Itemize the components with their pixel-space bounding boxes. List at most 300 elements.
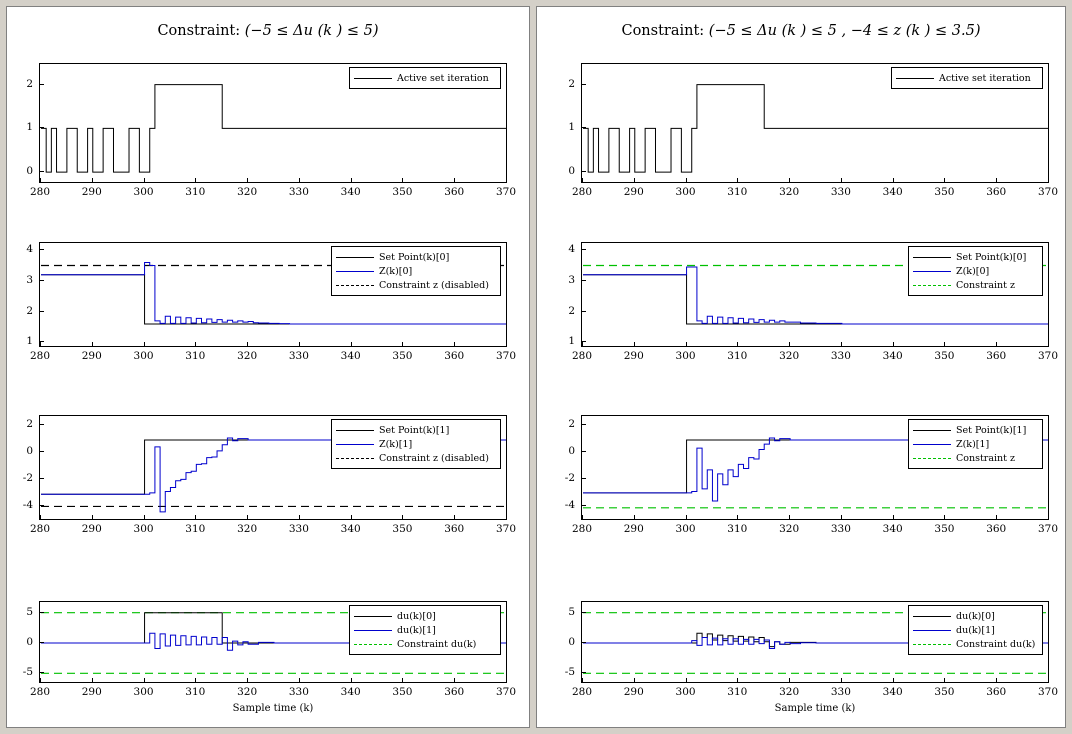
y-tick-label: 1 [568,335,575,348]
x-tick-label: 350 [392,686,413,698]
y-tickmark [40,424,44,425]
x-tickmark [454,678,455,682]
x-tickmark [737,515,738,519]
y-tick-label: 0 [568,445,575,458]
x-tickmark [40,342,41,346]
x-tickmark [634,515,635,519]
x-tickmark [351,342,352,346]
y-tick-label: -2 [564,472,575,485]
legend-entry [913,623,1038,637]
legend-line-icon [354,630,392,631]
x-tickmark [686,678,687,682]
x-tickmark [402,178,403,182]
legend-line-icon [913,430,951,431]
legend-label: Constraint du(k) [397,638,477,650]
x-tickmark [506,342,507,346]
y-tick-label: 2 [568,77,575,90]
legend-line-icon [354,78,392,79]
y-tick-label: 1 [26,121,33,134]
legend-line-icon [336,257,374,258]
y-tickmark [40,84,44,85]
x-tick-label: 330 [288,350,309,362]
x-tick-label: 300 [675,350,696,362]
y-tickmark [40,171,44,172]
y-tickmark [40,451,44,452]
x-tickmark [996,342,997,346]
x-tickmark [92,515,93,519]
x-tick-label: 310 [727,350,748,362]
y-tick-label: 1 [568,121,575,134]
chart-z0-right [568,242,1059,362]
x-tickmark [92,342,93,346]
x-tick-label: 330 [288,686,309,698]
x-tick-label: 370 [1037,186,1059,198]
y-tick-label: 4 [26,243,33,256]
x-tickmark [686,178,687,182]
x-tickmark [299,515,300,519]
x-tickmark [789,178,790,182]
legend-label: du(k)[0] [397,610,436,622]
x-tickmark [506,515,507,519]
x-tickmark [351,515,352,519]
x-tick-label: 280 [571,186,593,198]
x-tick-label: 280 [29,186,51,198]
x-tickmark [454,178,455,182]
x-tick-label: 310 [185,523,206,535]
x-tick-label: 370 [1037,523,1059,535]
x-tickmark [402,342,403,346]
x-tickmark [789,515,790,519]
legend-z0-left [331,246,501,296]
x-tickmark [634,178,635,182]
legend-label: Active set iteration [397,72,489,84]
x-tickmark [893,678,894,682]
panel-right-title [537,23,1065,39]
x-tickmark [893,515,894,519]
x-tick-label: 290 [81,186,102,198]
chart-du-right [564,601,1059,714]
x-tickmark [944,178,945,182]
x-tickmark [40,178,41,182]
legend-label: Constraint z (disabled) [379,279,489,291]
legend-line-icon [913,616,951,617]
x-tick-label: 290 [623,686,644,698]
y-tick-label: -2 [22,472,33,485]
x-tick-label: 310 [185,350,206,362]
x-tick-label: 360 [444,523,465,535]
y-tick-label: 2 [26,418,33,431]
y-tick-label: -4 [564,499,575,512]
x-tick-label: 330 [830,350,851,362]
x-tickmark [299,178,300,182]
series-Active set iteration [583,85,1049,172]
y-tickmark [582,280,586,281]
legend-label: Set Point(k)[0] [956,251,1027,263]
y-tick-label: 4 [568,243,575,256]
x-tick-label: 280 [571,686,593,698]
legend-line-icon [913,644,951,645]
x-tick-label: 330 [288,523,309,535]
legend-label: Z(k)[1] [956,438,990,450]
y-tick-label: 0 [26,165,33,178]
x-axis-label: Sample time (k) [232,703,314,714]
x-tick-label: 280 [29,523,51,535]
x-tick-label: 280 [571,350,593,362]
legend-line-icon [336,271,374,272]
x-tick-label: 300 [133,523,154,535]
y-tick-label: 2 [26,77,33,90]
chart-active-set-iteration-right [568,63,1059,198]
x-tick-label: 300 [133,686,154,698]
x-tick-label: 300 [675,523,696,535]
y-tick-label: -5 [564,666,575,679]
y-tickmark [40,478,44,479]
legend-label: Constraint z [956,279,1016,291]
x-tickmark [582,678,583,682]
y-tick-label: -4 [22,499,33,512]
x-tick-label: 320 [237,350,258,362]
x-tickmark [351,678,352,682]
x-tickmark [737,342,738,346]
legend-entry [913,278,1038,292]
x-tick-label: 280 [29,686,51,698]
x-tickmark [789,678,790,682]
y-tick-label: -5 [22,666,33,679]
x-tickmark [996,678,997,682]
x-tick-label: 330 [830,186,851,198]
legend-label: Z(k)[0] [379,265,413,277]
x-tick-label: 290 [623,350,644,362]
x-tick-label: 340 [882,523,903,535]
x-tick-label: 310 [185,186,206,198]
x-tickmark [247,342,248,346]
x-tick-label: 360 [444,686,465,698]
x-tick-label: 320 [237,686,258,698]
x-tick-label: 350 [392,350,413,362]
chart-z1-right [564,415,1059,535]
x-tickmark [841,678,842,682]
x-tick-label: 290 [81,686,102,698]
x-tick-label: 320 [779,350,800,362]
y-tick-label: 0 [26,445,33,458]
x-tickmark [582,342,583,346]
x-tick-label: 330 [830,686,851,698]
panel-left [6,6,530,728]
legend-label: Constraint z [956,452,1016,464]
y-tickmark [40,505,44,506]
chart-active-set-iteration-left [26,63,517,198]
x-tickmark [247,515,248,519]
x-tick-label: 300 [675,686,696,698]
x-tick-label: 300 [675,186,696,198]
x-tickmark [195,178,196,182]
legend-entry [913,423,1038,437]
x-tickmark [506,178,507,182]
x-tick-label: 320 [779,523,800,535]
y-tickmark [582,424,586,425]
x-tickmark [402,515,403,519]
x-tickmark [402,678,403,682]
x-tickmark [351,178,352,182]
x-tick-label: 280 [571,523,593,535]
x-tickmark [841,342,842,346]
legend-label: du(k)[1] [397,624,436,636]
legend-line-icon [354,644,392,645]
y-tickmark [582,478,586,479]
y-tick-label: 2 [568,418,575,431]
x-tick-label: 320 [779,686,800,698]
panel-right [536,6,1066,728]
x-tick-label: 280 [29,350,51,362]
panel-right-title-prefix: Constraint: [621,23,705,39]
legend-active-set-iteration-right [891,67,1043,89]
x-tickmark [299,678,300,682]
x-tickmark [92,178,93,182]
x-tick-label: 290 [81,523,102,535]
y-tickmark [40,642,44,643]
x-tick-label: 370 [1037,350,1059,362]
x-tick-label: 320 [779,186,800,198]
y-tick-label: 0 [568,165,575,178]
x-tick-label: 340 [882,186,903,198]
legend-entry [336,278,496,292]
x-tickmark [634,342,635,346]
legend-entry [336,451,496,465]
x-tick-label: 300 [133,186,154,198]
x-axis-label: Sample time (k) [774,703,856,714]
y-tick-label: 1 [26,335,33,348]
y-tickmark [582,84,586,85]
x-tickmark [789,342,790,346]
x-tick-label: 340 [340,523,361,535]
x-tick-label: 350 [392,186,413,198]
x-tick-label: 350 [934,686,955,698]
x-tickmark [582,178,583,182]
x-tick-label: 350 [392,523,413,535]
y-tickmark [40,612,44,613]
legend-label: du(k)[0] [956,610,995,622]
x-tickmark [195,515,196,519]
legend-z1-left [331,419,501,469]
x-tickmark [144,342,145,346]
x-tick-label: 310 [727,186,748,198]
x-tickmark [454,342,455,346]
x-tick-label: 360 [444,350,465,362]
x-tick-label: 310 [185,686,206,698]
x-tickmark [841,515,842,519]
legend-label: Active set iteration [939,72,1031,84]
x-tickmark [996,515,997,519]
x-tick-label: 340 [882,350,903,362]
legend-entry [336,264,496,278]
x-tick-label: 300 [133,350,154,362]
x-tick-label: 320 [237,523,258,535]
legend-entry [913,437,1038,451]
x-tickmark [1048,178,1049,182]
legend-label: Constraint z (disabled) [379,452,489,464]
y-tickmark [40,672,44,673]
y-tick-label: 0 [568,636,575,648]
y-tick-label: 0 [26,636,33,648]
y-tickmark [40,249,44,250]
x-tick-label: 360 [986,350,1007,362]
x-tick-label: 310 [727,686,748,698]
x-tickmark [1048,515,1049,519]
panel-left-title-math: (−5 ≤ Δu (k ) ≤ 5) [244,23,379,39]
y-tickmark [582,612,586,613]
x-tickmark [144,178,145,182]
legend-label: du(k)[1] [956,624,995,636]
x-tickmark [247,178,248,182]
x-tick-label: 360 [986,186,1007,198]
x-tickmark [686,515,687,519]
legend-du-left [349,605,501,655]
legend-entry [354,637,496,651]
x-tickmark [40,678,41,682]
y-tickmark [582,249,586,250]
legend-line-icon [913,458,951,459]
panel-left-title [7,23,529,39]
x-tick-label: 290 [623,523,644,535]
legend-z0-right [908,246,1043,296]
chart-du-left [22,601,517,714]
x-tick-label: 340 [340,186,361,198]
legend-line-icon [336,430,374,431]
x-tickmark [686,342,687,346]
legend-entry [913,264,1038,278]
legend-line-icon [336,285,374,286]
x-tick-label: 350 [934,186,955,198]
y-tickmark [40,311,44,312]
legend-entry [913,451,1038,465]
series-Active set iteration [41,85,507,172]
x-tick-label: 370 [1037,686,1059,698]
legend-label: Set Point(k)[1] [956,424,1027,436]
x-tick-label: 340 [340,686,361,698]
legend-z1-right [908,419,1043,469]
legend-line-icon [354,616,392,617]
legend-entry [336,250,496,264]
x-tick-label: 350 [934,350,955,362]
legend-line-icon [336,444,374,445]
x-tickmark [195,678,196,682]
y-tickmark [582,341,586,342]
legend-entry [336,423,496,437]
legend-du-right [908,605,1043,655]
y-tickmark [582,451,586,452]
legend-entry [336,437,496,451]
y-tick-label: 3 [568,273,575,286]
x-tickmark [634,678,635,682]
y-tick-label: 2 [26,304,33,317]
x-tickmark [996,178,997,182]
y-tickmark [582,311,586,312]
legend-entry [913,637,1038,651]
y-tickmark [582,672,586,673]
chart-z0-left [26,242,517,362]
y-tickmark [40,280,44,281]
legend-entry [354,609,496,623]
x-tickmark [1048,678,1049,682]
legend-line-icon [913,630,951,631]
legend-line-icon [913,271,951,272]
x-tickmark [454,515,455,519]
x-tick-label: 370 [495,350,517,362]
chart-z1-left [22,415,517,535]
x-tick-label: 310 [727,523,748,535]
legend-label: Set Point(k)[0] [379,251,450,263]
y-tickmark [582,171,586,172]
y-tickmark [582,505,586,506]
x-tick-label: 330 [288,186,309,198]
y-tickmark [40,341,44,342]
x-tick-label: 290 [81,350,102,362]
x-tickmark [144,678,145,682]
x-tickmark [737,678,738,682]
x-tickmark [144,515,145,519]
y-tick-label: 3 [26,273,33,286]
legend-entry [913,609,1038,623]
y-tick-label: 2 [568,304,575,317]
y-tickmark [40,127,44,128]
panel-left-title-prefix: Constraint: [157,23,241,39]
x-tickmark [944,678,945,682]
x-tickmark [737,178,738,182]
x-tickmark [506,678,507,682]
x-tickmark [40,515,41,519]
x-tick-label: 360 [986,686,1007,698]
legend-label: Z(k)[1] [379,438,413,450]
x-tick-label: 370 [495,523,517,535]
x-tickmark [841,178,842,182]
x-tickmark [944,515,945,519]
x-tickmark [893,342,894,346]
y-tick-label: 5 [26,605,33,618]
x-tick-label: 320 [237,186,258,198]
x-tickmark [582,515,583,519]
x-tickmark [1048,342,1049,346]
x-tickmark [195,342,196,346]
legend-active-set-iteration-left [349,67,501,89]
legend-entry [913,250,1038,264]
y-tickmark [582,127,586,128]
legend-line-icon [913,257,951,258]
x-tick-label: 340 [882,686,903,698]
legend-label: Set Point(k)[1] [379,424,450,436]
y-tick-label: 5 [568,605,575,618]
x-tick-label: 290 [623,186,644,198]
x-tick-label: 330 [830,523,851,535]
y-tickmark [582,642,586,643]
x-tick-label: 370 [495,186,517,198]
legend-entry [354,71,496,85]
legend-line-icon [896,78,934,79]
legend-line-icon [336,458,374,459]
panel-right-title-math: (−5 ≤ Δu (k ) ≤ 5 , −4 ≤ z (k ) ≤ 3.5) [708,23,981,39]
x-tick-label: 360 [444,186,465,198]
x-tick-label: 360 [986,523,1007,535]
legend-entry [896,71,1038,85]
x-tickmark [893,178,894,182]
x-tickmark [92,678,93,682]
legend-line-icon [913,285,951,286]
x-tick-label: 340 [340,350,361,362]
x-tickmark [944,342,945,346]
x-tick-label: 370 [495,686,517,698]
x-tick-label: 350 [934,523,955,535]
legend-line-icon [913,444,951,445]
legend-label: Constraint du(k) [956,638,1036,650]
